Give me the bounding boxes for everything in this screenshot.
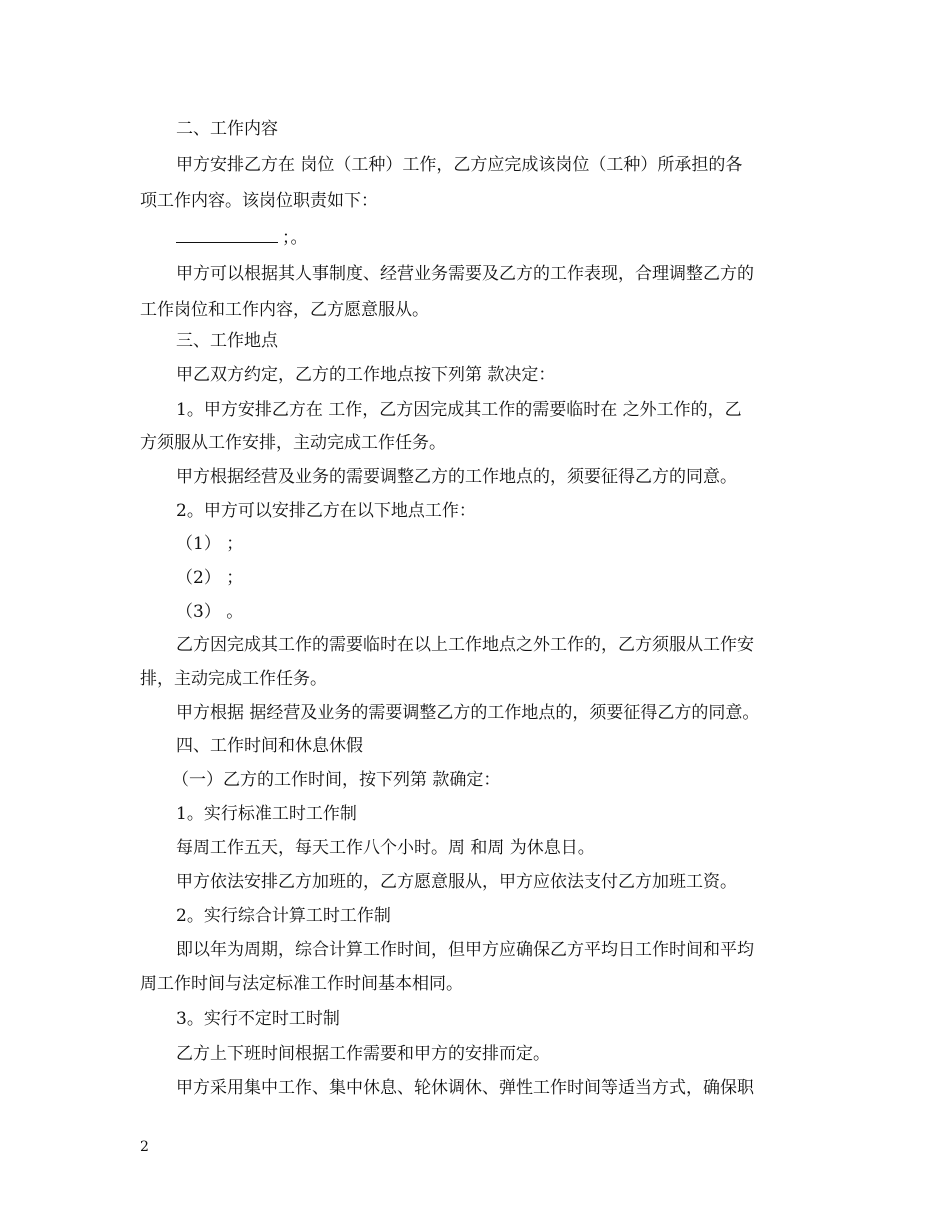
page-number: 2 [140,1139,149,1155]
paragraph-line: 周工作时间与法定标准工作时间基本相同。 [140,974,463,994]
section-heading-work-content: 二、工作内容 [176,119,278,139]
paragraph-line: 每周工作五天，每天工作八个小时。周 和周 为休息日。 [176,838,595,858]
paragraph-line: 甲乙双方约定，乙方的工作地点按下列第 款决定： [176,365,556,385]
duty-fill-line [176,227,308,249]
paragraph-line: 1。甲方安排乙方在 工作，乙方因完成其工作的需要临时在 之外工作的，乙 [176,400,742,420]
paragraph-line: 乙方因完成其工作的需要临时在以上工作地点之外工作的，乙方须服从工作安 [176,635,754,655]
section-heading-work-hours: 四、工作时间和休息休假 [176,736,363,756]
location-option-2: （2） ； [176,568,244,588]
paragraph-line: 工作岗位和工作内容，乙方愿意服从。 [140,300,429,320]
paragraph-line: 甲方安排乙方在 岗位（工种）工作，乙方应完成该岗位（工种）所承担的各 [176,155,743,175]
location-option-1: （1） ； [176,534,244,554]
paragraph-line: 甲方依法安排乙方加班的，乙方愿意服从，甲方应依法支付乙方加班工资。 [176,872,737,892]
duty-punctuation: ；。 [282,228,308,248]
section-heading-work-location: 三、工作地点 [176,331,278,351]
paragraph-line: 3。实行不定时工时制 [176,1009,340,1029]
paragraph-line: 甲方根据 据经营及业务的需要调整乙方的工作地点的，须要征得乙方的同意。 [176,703,760,723]
paragraph-line: 甲方采用集中工作、集中休息、轮休调休、弹性工作时间等适当方式，确保职 [176,1078,754,1098]
paragraph-line: 甲方可以根据其人事制度、经营业务需要及乙方的工作表现，合理调整乙方的 [176,264,754,284]
paragraph-line: 项工作内容。该岗位职责如下： [140,191,378,211]
paragraph-line: （一）乙方的工作时间，按下列第 款确定： [172,770,501,790]
paragraph-line: 排，主动完成工作任务。 [140,669,327,689]
paragraph-line: 即以年为周期，综合计算工作时间，但甲方应确保乙方平均日工作时间和平均 [176,940,754,960]
paragraph-line: 方须服从工作安排，主动完成工作任务。 [140,433,446,453]
paragraph-line: 甲方根据经营及业务的需要调整乙方的工作地点的，须要征得乙方的同意。 [176,467,737,487]
blank-underline [176,228,278,243]
paragraph-line: 1。实行标准工时工作制 [176,804,357,824]
paragraph-line: 乙方上下班时间根据工作需要和甲方的安排而定。 [176,1044,550,1064]
paragraph-line: 2。实行综合计算工时工作制 [176,906,391,926]
paragraph-line: 2。甲方可以安排乙方在以下地点工作： [176,501,476,521]
location-option-3: （3） 。 [176,602,244,622]
